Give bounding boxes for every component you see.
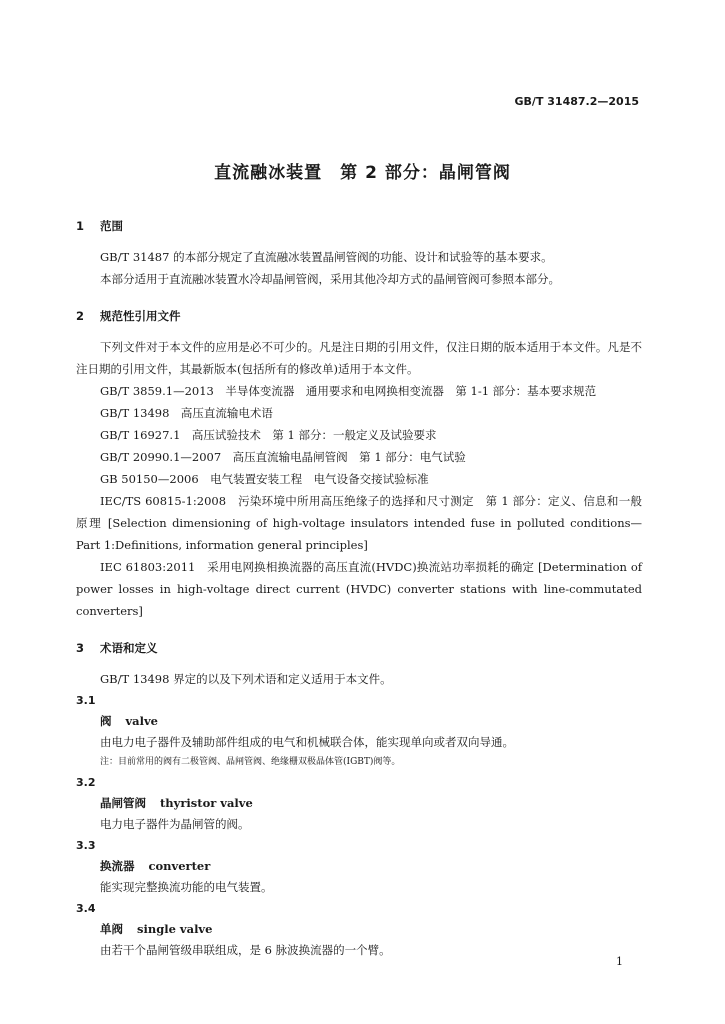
reference-item: GB/T 20990.1—2007 高压直流输电晶闸管阀 第 1 部分：电气试验: [100, 450, 466, 464]
reference-item: GB 50150—2006 电气装置安装工程 电气设备交接试验标准: [100, 472, 429, 486]
term-name-cn: 单阀: [100, 922, 123, 936]
term-name-en: converter: [148, 859, 211, 873]
term-name-cn: 阀: [100, 714, 112, 728]
page-number: 1: [616, 955, 623, 968]
term-definition: 由若干个晶闸管级串联组成，是 6 脉波换流器的一个臂。: [100, 943, 391, 957]
term-name-en: valve: [125, 714, 159, 728]
section-number: 1: [76, 219, 85, 233]
section-1-heading: [76, 216, 642, 236]
reference-item: GB/T 16927.1 高压试验技术 第 1 部分：一般定义及试验要求: [100, 428, 437, 442]
term-number: 3.4: [76, 902, 96, 915]
term-name: [76, 919, 642, 940]
section-title: 术语和定义: [100, 641, 158, 655]
section-number: 2: [76, 309, 85, 323]
reference-item: GB/T 13498 高压直流输电术语: [100, 406, 273, 420]
term-name-en: thyristor valve: [160, 796, 253, 810]
reference-item: IEC/TS 60815-1:2008 污染环境中所用高压绝缘子的选择和尺寸测定 第 1 部分：定义、信息和一般原理 [Selection dimensioning of high-voltage insulators intended fuse in polluted conditions—Part 1:Definitions, information general principles]: [76, 494, 642, 552]
term-definition: 能实现完整换流功能的电气装置。: [100, 880, 273, 894]
section-2-heading: [76, 306, 642, 326]
document-title: 直流融冰装置 第 2 部分：晶闸管阀: [214, 163, 511, 183]
term-name-cn: 换流器: [100, 859, 135, 873]
term-name: [76, 793, 642, 814]
paragraph: 本部分适用于直流融冰装置水冷却晶闸管阀，采用其他冷却方式的晶闸管阀可参照本部分。: [100, 272, 560, 286]
section-title: 规范性引用文件: [100, 309, 181, 323]
term-number: 3.1: [76, 694, 96, 707]
term-name: [76, 856, 642, 877]
section-3-heading: [76, 638, 642, 658]
term-name-cn: 晶闸管阀: [100, 796, 146, 810]
term-name: [76, 711, 642, 732]
reference-item: IEC 61803:2011 采用电网换相换流器的高压直流(HVDC)换流站功率损耗的确定 [Determination of power losses in high-voltage direct current (HVDC) converter stations with line-commutated converters]: [76, 560, 642, 618]
paragraph: GB/T 13498 界定的以及下列术语和定义适用于本文件。: [100, 672, 392, 686]
paragraph: 下列文件对于本文件的应用是必不可少的。凡是注日期的引用文件，仅注日期的版本适用于本文件。凡是不注日期的引用文件，其最新版本(包括所有的修改单)适用于本文件。: [76, 340, 642, 376]
standard-code: GB/T 31487.2—2015: [514, 95, 639, 108]
term-number: 3.2: [76, 776, 96, 789]
term-note: 注：目前常用的阀有二极管阀、晶闸管阀、绝缘栅双极晶体管(IGBT)阀等。: [100, 757, 401, 767]
section-title: 范围: [100, 219, 123, 233]
term-definition: 由电力电子器件及辅助部件组成的电气和机械联合体，能实现单向或者双向导通。: [100, 735, 514, 749]
paragraph: GB/T 31487 的本部分规定了直流融冰装置晶闸管阀的功能、设计和试验等的基本要求。: [100, 250, 553, 264]
term-definition: 电力电子器件为晶闸管的阀。: [100, 817, 250, 831]
section-number: 3: [76, 641, 85, 655]
term-number: 3.3: [76, 839, 96, 852]
reference-item: GB/T 3859.1—2013 半导体变流器 通用要求和电网换相变流器 第 1-1 部分：基本要求规范: [100, 384, 597, 398]
term-name-en: single valve: [137, 922, 213, 936]
document-body: [76, 216, 642, 961]
